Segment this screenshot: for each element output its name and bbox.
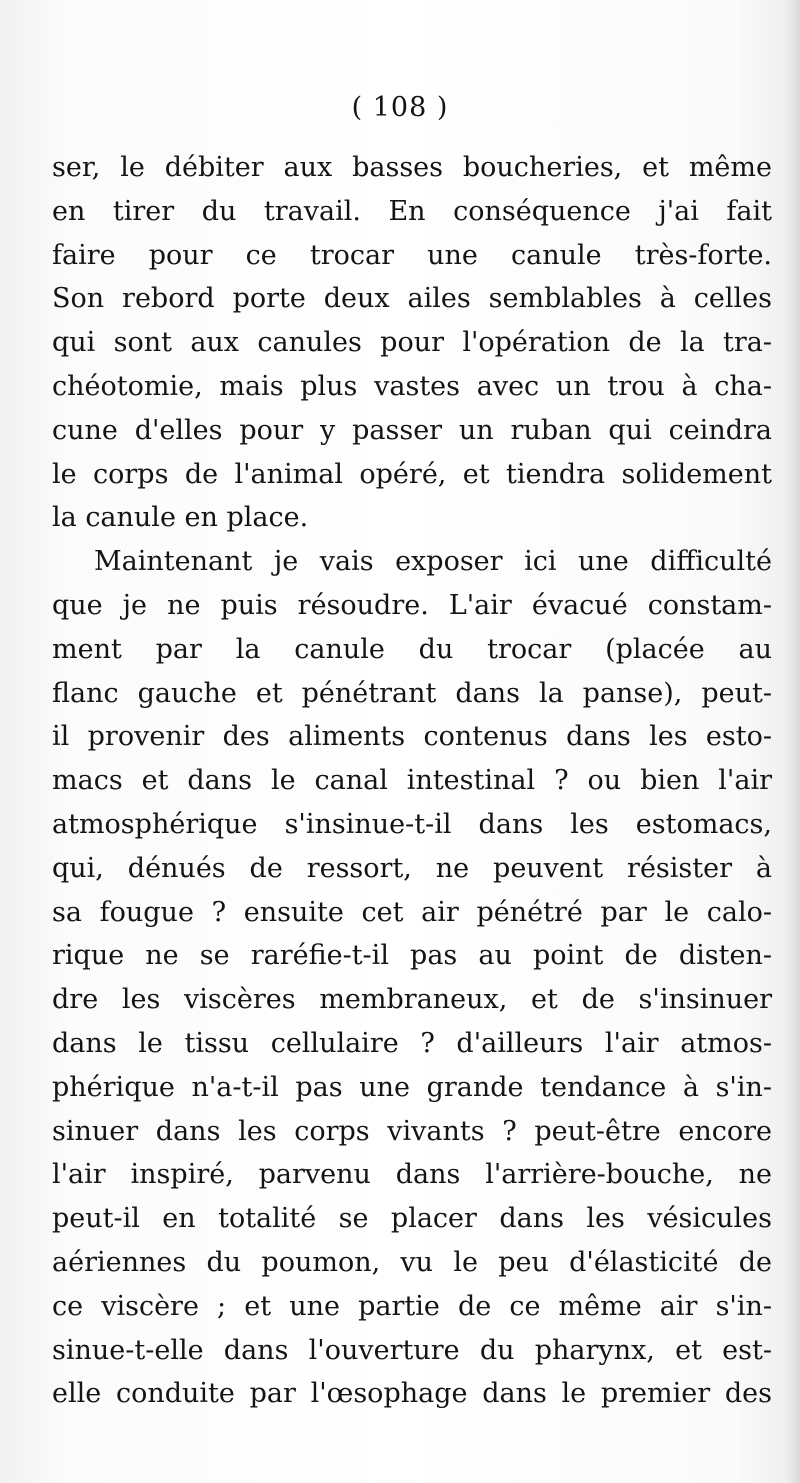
text-line: Son rebord porte deux ailes semblables à celles	[52, 283, 772, 315]
text-line: aériennes du poumon, vu le peu d'élasticité de	[52, 1246, 772, 1278]
text-line: ce viscère ; et une partie de ce même air s'in-	[52, 1290, 772, 1322]
text-line: flanc gauche et pénétrant dans la panse), peut-	[52, 677, 772, 709]
page-number: ( 108 )	[351, 92, 449, 123]
text-line: elle conduite par l'œsophage dans le premier des	[52, 1378, 772, 1410]
text-line: qui, dénués de ressort, ne peuvent résister à	[52, 852, 772, 884]
text-line: cune d'elles pour y passer un ruban qui ceindra	[52, 414, 772, 446]
text-line: atmosphérique s'insinue-t-il dans les estomacs,	[52, 808, 772, 840]
page-edge-shadow	[786, 0, 800, 1483]
text-line: macs et dans le canal intestinal ? ou bien l'air	[52, 765, 772, 797]
text-line: peut-il en totalité se placer dans les vésicules	[52, 1203, 772, 1235]
text-line: rique ne se raréfie-t-il pas au point de disten-	[52, 940, 772, 972]
text-line: il provenir des aliments contenus dans les esto-	[52, 721, 772, 753]
text-line: Maintenant je vais exposer ici une difficulté	[94, 546, 772, 578]
text-line: ser, le débiter aux basses boucheries, et même	[52, 152, 772, 183]
text-line: l'air inspiré, parvenu dans l'arrière-bouche, ne	[52, 1159, 772, 1191]
text-line: dre les viscères membraneux, et de s'insinuer	[52, 984, 772, 1016]
text-line: ment par la canule du trocar (placée au	[52, 633, 772, 665]
text-line: sinuer dans les corps vivants ? peut-être encore	[52, 1115, 772, 1147]
text-line: la canule en place.	[52, 502, 309, 534]
text-line: chéotomie, mais plus vastes avec un trou à cha-	[52, 370, 772, 402]
text-line: sa fougue ? ensuite cet air pénétré par le calo-	[52, 896, 772, 928]
text-line: le corps de l'animal opéré, et tiendra solidement	[52, 458, 772, 490]
text-line: en tirer du travail. En conséquence j'ai fait	[52, 195, 772, 227]
text-line: sinue-t-elle dans l'ouverture du pharynx, et est-	[52, 1334, 772, 1366]
text-line: faire pour ce trocar une canule très-forte.	[52, 239, 772, 271]
text-line: que je ne puis résoudre. L'air évacué constam-	[52, 589, 772, 621]
text-line: dans le tissu cellulaire ? d'ailleurs l'air atmos-	[52, 1027, 772, 1059]
text-line: qui sont aux canules pour l'opération de la tra-	[52, 327, 772, 359]
body-text	[52, 146, 772, 1416]
text-line: phérique n'a-t-il pas une grande tendance à s'in-	[52, 1071, 772, 1103]
